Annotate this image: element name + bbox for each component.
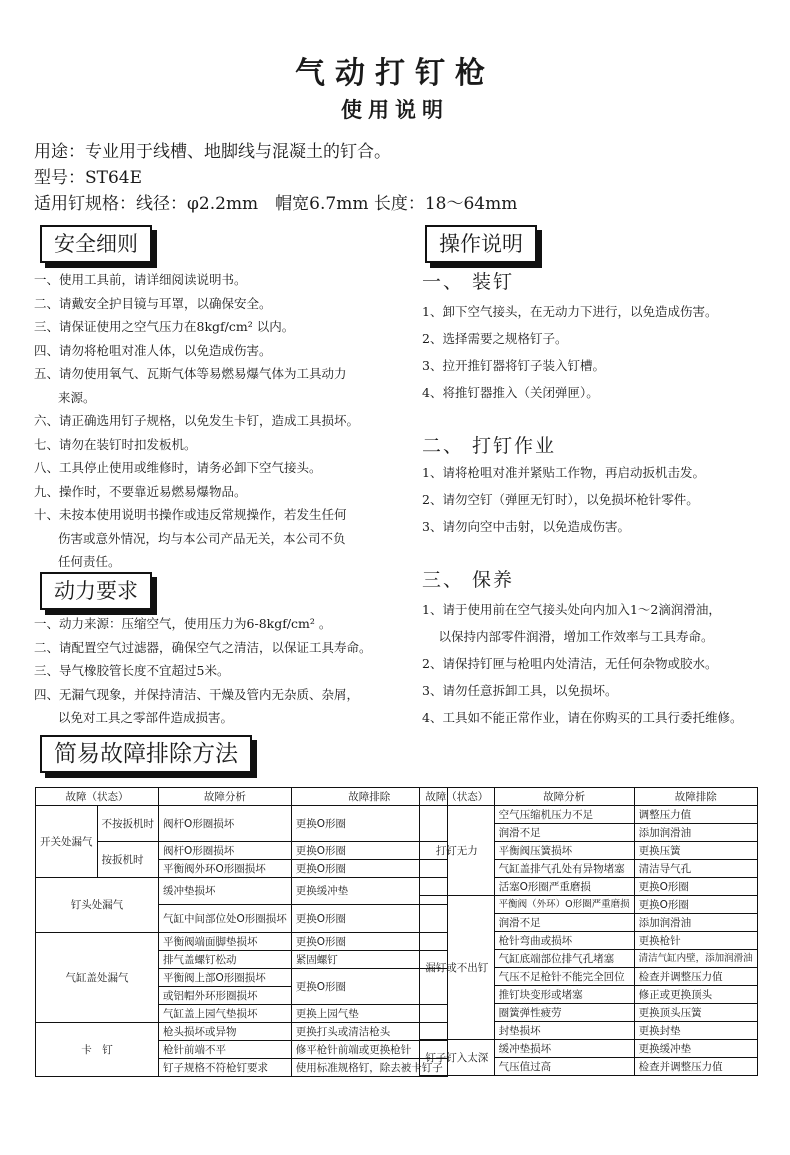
- remedy: 更换O形圈: [291, 933, 447, 951]
- op-line: 3、请勿任意拆卸工具，以免损坏。: [422, 683, 618, 698]
- analysis: 枪头损坏或异物: [159, 1023, 292, 1041]
- analysis: 缓冲垫损坏: [494, 1040, 634, 1058]
- analysis: 推钉块变形或堵塞: [494, 986, 634, 1004]
- fault-sub: 按扳机时: [97, 842, 159, 878]
- remedy: 更换O形圈: [291, 860, 447, 878]
- remedy: 更换封垫: [634, 1022, 757, 1040]
- remedy: 清洁导气孔: [634, 860, 757, 878]
- remedy: 更换顶头压簧: [634, 1004, 757, 1022]
- analysis: 平衡阀（外环）O形圈严重磨损: [494, 896, 634, 914]
- op-line: 以保持内部零件润滑，增加工作效率与工具寿命。: [422, 629, 714, 644]
- fault-category: 钉头处漏气: [36, 878, 159, 933]
- power-item: 一、 动力来源：压缩空气，使用压力为6-8kgf/cm² 。: [34, 616, 332, 631]
- op-line: 1、请将枪咀对准并紧贴工作物，再启动扳机击发。: [422, 465, 705, 480]
- op-line: 4、将推钉器推入（关闭弹匣）。: [422, 385, 599, 400]
- remedy: 紧固螺钉: [291, 951, 447, 969]
- op-line: 2、请勿空钉（弹匣无钉时），以免损坏枪针零件。: [422, 492, 699, 507]
- analysis: 排气盖螺钉松动: [159, 951, 292, 969]
- remedy: 更换缓冲垫: [291, 878, 447, 905]
- op-section-title: 三、 保养: [422, 569, 515, 591]
- page-subtitle: 使用说明: [341, 98, 449, 122]
- remedy: 更换O形圈: [291, 905, 447, 933]
- fault-category: 气缸盖处漏气: [36, 933, 159, 1023]
- remedy: 更换O形圈: [291, 842, 447, 860]
- remedy: 检查并调整压力值: [634, 968, 757, 986]
- analysis: 空气压缩机压力不足: [494, 806, 634, 824]
- analysis: 或铝帽外环形圈损坏: [159, 987, 292, 1005]
- col-header: 故障分析: [159, 788, 292, 806]
- analysis: 气压值过高: [494, 1058, 634, 1076]
- analysis: 活塞O形圈严重磨损: [494, 878, 634, 896]
- troubleshoot-heading: 简易故障排除方法: [40, 735, 252, 773]
- power-item: 四、 无漏气现象，并保持清洁、干燥及管内无杂质、杂屑，: [34, 686, 360, 702]
- fault-category: 开关处漏气: [36, 806, 98, 878]
- fault-table-left: [35, 787, 448, 1077]
- analysis: 气缸底端部位排气孔堵塞: [494, 950, 634, 968]
- col-header: 故障（状态）: [36, 788, 159, 806]
- safety-item-cont: 来源。: [58, 389, 96, 405]
- analysis: 气压不足枪针不能完全回位: [494, 968, 634, 986]
- op-line: 4、工具如不能正常作业，请在你购买的工具行委托维修。: [422, 710, 743, 725]
- safety-item: 一、 使用工具前，请详细阅读说明书。: [34, 272, 247, 287]
- fault-category: 卡 钉: [36, 1023, 159, 1077]
- safety-item-cont: 任何责任。: [58, 554, 121, 569]
- remedy: 更换O形圈: [634, 896, 757, 914]
- model-line: 型号：ST64E: [34, 168, 143, 188]
- safety-item: 九、 操作时，不要靠近易燃易爆物品。: [34, 483, 247, 499]
- remedy: 更换O形圈: [634, 878, 757, 896]
- remedy: 更换压簧: [634, 842, 757, 860]
- col-header: 故障排除: [634, 788, 757, 806]
- col-header: 故障（状态）: [420, 788, 495, 806]
- remedy: 更换缓冲垫: [634, 1040, 757, 1058]
- analysis: 气缸中间部位处O形圈损坏: [159, 905, 292, 933]
- safety-item: 三、 请保证使用之空气压力在8kgf/cm² 以内。: [34, 319, 295, 334]
- analysis: 平衡阀端面脚垫损坏: [159, 933, 292, 951]
- remedy: 更换打头或清洁枪头: [291, 1023, 447, 1041]
- power-item: 二、 请配置空气过滤器，确保空气之清洁，以保证工具寿命。: [34, 639, 372, 655]
- col-header: 故障分析: [494, 788, 634, 806]
- analysis: 钉子规格不符枪钉要求: [159, 1059, 292, 1077]
- operation-heading: 操作说明: [425, 225, 537, 263]
- analysis: 枪针弯曲或损坏: [494, 932, 634, 950]
- fault-category: 打钉无力: [420, 806, 495, 896]
- safety-item: 二、 请戴安全护目镜与耳罩，以确保安全。: [34, 295, 272, 311]
- remedy: 检查并调整压力值: [634, 1058, 757, 1076]
- page-title: 气动打钉枪: [295, 56, 495, 91]
- fault-category: 钉子钉入太深: [420, 1040, 495, 1076]
- remedy: 调整压力值: [634, 806, 757, 824]
- op-line: 1、请于使用前在空气接头处向内加入1～2滴润滑油，: [422, 602, 721, 617]
- op-line: 3、请勿向空中击射，以免造成伤害。: [422, 519, 630, 534]
- safety-list: [34, 268, 359, 574]
- op-line: 3、拉开推钉器将钉子装入钉槽。: [422, 358, 605, 373]
- op-section-title: 二、 打钉作业: [422, 435, 557, 457]
- analysis: 阀杆O形圈损坏: [159, 806, 292, 842]
- analysis: 气缸盖上园气垫损坏: [159, 1005, 292, 1023]
- analysis: 平衡阀压簧损坏: [494, 842, 634, 860]
- remedy: 使用标准规格钉，除去被卡钉子: [291, 1059, 447, 1077]
- analysis: 平衡阀上部O形圈损坏: [159, 969, 292, 987]
- power-item-cont: 以免对工具之零部件造成损害。: [58, 710, 234, 725]
- power-heading: 动力要求: [40, 572, 152, 610]
- safety-item: 八、 工具停止使用或维修时，请务必卸下空气接头。: [34, 460, 322, 475]
- fault-sub: 不按扳机时: [97, 806, 159, 842]
- safety-item-cont: 伤害或意外情况，均与本公司产品无关，本公司不负: [58, 530, 346, 546]
- safety-item: 五、 请勿使用氧气、瓦斯气体等易燃易爆气体为工具动力: [34, 366, 347, 381]
- analysis: 平衡阀外环O形圈损坏: [159, 860, 292, 878]
- op-section-title: 一、 装钉: [422, 271, 515, 293]
- analysis: 圈簧弹性疲劳: [494, 1004, 634, 1022]
- safety-heading: 安全细则: [40, 225, 152, 263]
- analysis: 封垫损坏: [494, 1022, 634, 1040]
- safety-item: 四、 请勿将枪咀对准人体，以免造成伤害。: [34, 342, 272, 358]
- analysis: 枪针前端不平: [159, 1041, 292, 1059]
- safety-item: 七、 请勿在装钉时扣发板机。: [34, 436, 197, 452]
- analysis: 阀杆O形圈损坏: [159, 842, 292, 860]
- remedy: 更换O形圈: [291, 969, 447, 1005]
- remedy: 修平枪针前端或更换枪针: [291, 1041, 447, 1059]
- power-list: [34, 612, 372, 730]
- analysis: 气缸盖排气孔处有异物堵塞: [494, 860, 634, 878]
- remedy: 更换枪针: [634, 932, 757, 950]
- analysis: 缓冲垫损坏: [159, 878, 292, 905]
- analysis: 润滑不足: [494, 824, 634, 842]
- op-line: 2、选择需要之规格钉子。: [422, 331, 568, 346]
- remedy: 修正或更换顶头: [634, 986, 757, 1004]
- op-line: 1、卸下空气接头，在无动力下进行，以免造成伤害。: [422, 304, 718, 319]
- remedy: 添加润滑油: [634, 914, 757, 932]
- op-line: 2、请保持钉匣与枪咀内处清洁，无任何杂物或胶水。: [422, 656, 718, 671]
- remedy: 添加润滑油: [634, 824, 757, 842]
- power-item: 三、 导气橡胶管长度不宜超过5米。: [34, 663, 230, 678]
- fault-table-right: [419, 787, 758, 1076]
- usage-line: 用途：专业用于线槽、地脚线与混凝土的钉合。: [34, 142, 391, 162]
- remedy: 更换O形圈: [291, 806, 447, 842]
- remedy: 更换上园气垫: [291, 1005, 447, 1023]
- analysis: 润滑不足: [494, 914, 634, 932]
- col-header: 故障排除: [291, 788, 447, 806]
- safety-item: 六、 请正确选用钉子规格，以免发生卡钉，造成工具损坏。: [34, 413, 360, 428]
- safety-item: 十、 未按本使用说明书操作或违反常规操作，若发生任何: [34, 507, 347, 522]
- fault-category: 漏钉或不出钉: [420, 896, 495, 1040]
- remedy: 清洁气缸内壁，添加润滑油: [634, 950, 757, 968]
- spec-line: 适用钉规格：线径：φ2.2mm 帽宽6.7mm 长度：18～64mm: [34, 194, 518, 214]
